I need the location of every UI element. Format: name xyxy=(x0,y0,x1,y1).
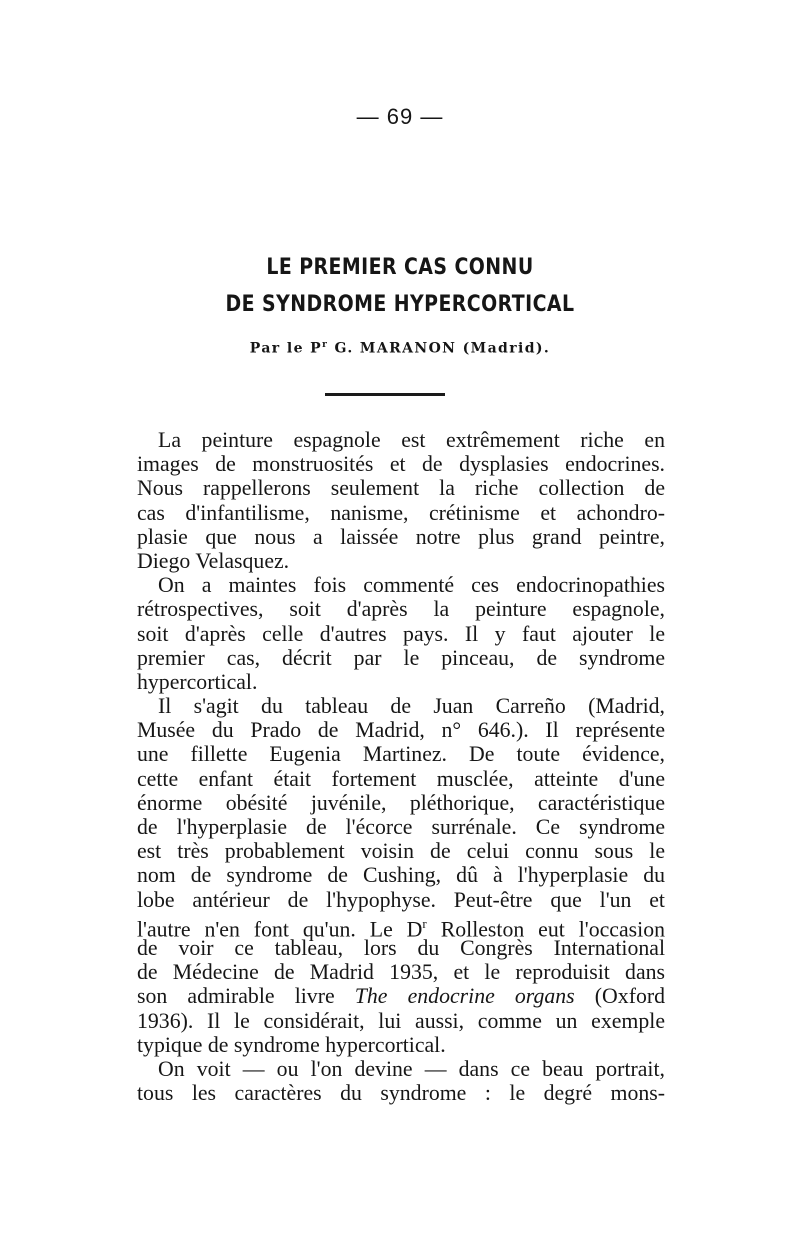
text-line: de l'hyperplasie de l'écorce surrénale. Ce syndrome xyxy=(137,815,665,839)
text-line: soit d'après celle d'autres pays. Il y faut ajouter le xyxy=(137,621,665,646)
text-line: une fillette Eugenia Martinez. De toute évidence, xyxy=(137,742,665,767)
text-line: plasie que nous a laissée notre plus grand peintre, xyxy=(137,524,665,549)
text-line: lobe antérieur de l'hypophyse. Peut-être que l'un et xyxy=(137,887,665,912)
text-line: cas d'infantilisme, nanisme, crétinisme et achondro- xyxy=(137,500,665,525)
text-line: 1936). Il le considérait, lui aussi, comme un exemple xyxy=(137,1008,665,1033)
book-title: The endocrine organs xyxy=(354,984,575,1009)
text-fragment: son admirable livre xyxy=(137,984,355,1009)
text-line: cette enfant était fortement musclée, atteinte d'une xyxy=(137,766,665,791)
text-line: premier cas, décrit par le pinceau, de syndrome xyxy=(137,645,665,670)
title-rule xyxy=(325,393,445,396)
text-line: Diego Velasquez. xyxy=(137,548,290,573)
text-line: typique de syndrome hypercortical. xyxy=(137,1032,446,1057)
article-title-line-1: LE PREMIER CAS CONNU xyxy=(266,255,534,280)
text-line xyxy=(137,912,665,942)
text-line: images de monstruosités et de dysplasies endocrines. xyxy=(137,452,665,477)
text-line: On a maintes fois commenté ces endocrinopathies xyxy=(158,573,665,598)
text-line: Il s'agit du tableau de Juan Carreño (Madrid, xyxy=(158,694,665,719)
author-byline xyxy=(0,340,800,357)
byline-prefix: Par le P xyxy=(249,340,323,357)
doctor-sup: r xyxy=(422,915,427,931)
text-fragment: l'autre n'en font qu'un. Le D xyxy=(137,917,423,942)
text-line: rétrospectives, soit d'après la peinture espagnole, xyxy=(137,597,665,622)
text-line: On voit — ou l'on devine — dans ce beau portrait, xyxy=(158,1056,665,1081)
byline-sup: r xyxy=(322,340,329,350)
text-line: hypercortical. xyxy=(137,669,258,694)
text-line: est très probablement voisin de celui connu sous le xyxy=(137,839,665,864)
text-line xyxy=(137,984,665,1008)
text-line: La peinture espagnole est extrêmement riche en xyxy=(158,428,665,452)
text-line: de Médecine de Madrid 1935, et le reproduisit dans xyxy=(137,960,665,985)
text-line: de voir ce tableau, lors du Congrès International xyxy=(137,935,665,960)
text-fragment: Rolleston eut l'occasion xyxy=(426,917,665,942)
text-line: Nous rappellerons seulement la riche collection de xyxy=(137,476,665,501)
page-number: — 69 — xyxy=(356,104,444,129)
text-line: nom de syndrome de Cushing, dû à l'hyperplasie du xyxy=(137,863,665,888)
text-line: tous les caractères du syndrome : le degré mons- xyxy=(137,1081,665,1106)
byline-name: G. MARANON (Madrid). xyxy=(328,340,551,357)
text-fragment: (Oxford xyxy=(574,984,666,1009)
text-line: Musée du Prado de Madrid, n° 646.). Il représente xyxy=(137,718,665,743)
article-body xyxy=(137,428,665,1105)
text-line: énorme obésité juvénile, pléthorique, caractéristique xyxy=(137,790,665,815)
article-title-line-2: DE SYNDROME HYPERCORTICAL xyxy=(225,292,575,317)
